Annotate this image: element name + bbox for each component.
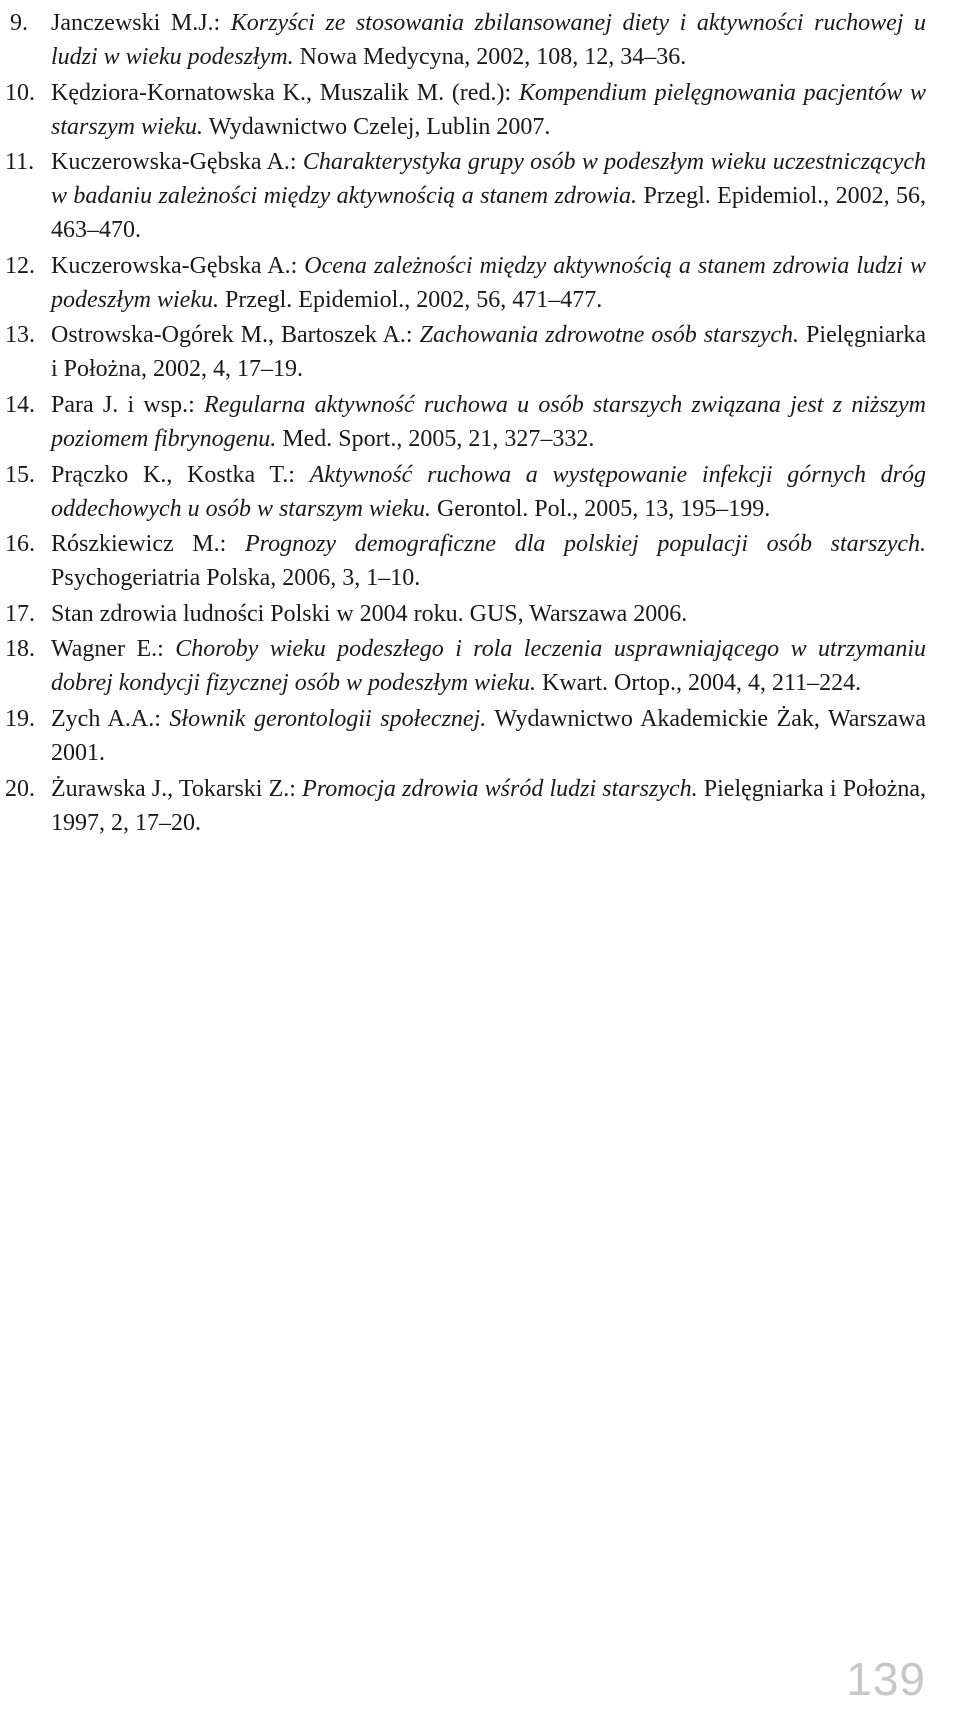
reference-authors: Kędziora-Kornatowska K., Muszalik M. (red.): <box>51 79 512 106</box>
reference-title: Prognozy demograficzne dla polskiej populacji osób starszych. <box>244 531 926 558</box>
reference-number: 10. <box>5 79 35 106</box>
page-number: 139 <box>846 1653 926 1705</box>
reference-number: 15. <box>5 461 35 488</box>
reference-source: Med. Sport., 2005, 21, 327–332. <box>282 425 595 452</box>
reference-source: Gerontol. Pol., 2005, 13, 195–199. <box>436 495 771 522</box>
reference-title: Zachowania zdrowotne osób starszych. <box>419 322 800 349</box>
reference-title: Promocja zdrowia wśród ludzi starszych. <box>302 775 698 802</box>
reference-authors: Ostrowska-Ogórek M., Bartoszek A.: <box>51 322 413 349</box>
reference-title: Aktywność ruchowa a występowanie infekcji górnych dróg oddechowych u osób w starszym wieku. <box>51 461 927 522</box>
reference-title: Słownik gerontologii społecznej. <box>169 705 487 732</box>
reference-number: 11. <box>5 149 35 176</box>
reference-item-11 <box>0 145 960 247</box>
reference-item-16 <box>0 527 960 595</box>
reference-number: 9. <box>10 10 28 36</box>
reference-number: 19. <box>5 705 35 732</box>
reference-authors: Prączko K., Kostka T.: <box>51 461 295 488</box>
reference-authors: Rószkiewicz M.: <box>51 531 227 558</box>
reference-number: 12. <box>5 252 35 279</box>
reference-authors: Żurawska J., Tokarski Z.: <box>51 775 296 802</box>
reference-source: Przegl. Epidemiol., 2002, 56, 471–477. <box>224 286 603 313</box>
reference-item-14 <box>0 388 960 456</box>
reference-list <box>0 6 960 841</box>
reference-source: Pielęgniarka i Położna, 2002, 4, 17–19. <box>51 322 926 383</box>
reference-source: Wydawnictwo Akademickie Żak, Warszawa 2001. <box>51 705 926 766</box>
reference-authors: Kuczerowska-Gębska A.: <box>51 149 297 176</box>
reference-text: Stan zdrowia ludności Polski w 2004 roku. GUS, Warszawa 2006. <box>51 600 688 627</box>
reference-title: Korzyści ze stosowania zbilansowanej diety i aktywności ruchowej u ludzi w wieku podeszłym. <box>51 10 927 70</box>
reference-title: Charakterystyka grupy osób w podeszłym wieku uczestniczących w badaniu zależności między aktywnością a stanem zdrowia. <box>51 149 927 210</box>
reference-authors: Wagner E.: <box>51 636 164 663</box>
reference-source: Wydawnictwo Czelej, Lublin 2007. <box>208 113 551 140</box>
reference-number: 16. <box>5 531 35 558</box>
reference-title: Kompendium pielęgnowania pacjentów w starszym wieku. <box>51 79 927 140</box>
reference-authors: Zych A.A.: <box>51 705 161 732</box>
reference-source: Psychogeriatria Polska, 2006, 3, 1–10. <box>51 565 421 592</box>
reference-authors: Janczewski M.J.: <box>51 10 221 36</box>
reference-number: 14. <box>5 391 35 418</box>
reference-item-20 <box>0 772 960 840</box>
reference-item-17 <box>0 597 960 631</box>
reference-title: Regularna aktywność ruchowa u osób starszych związana jest z niższym poziomem fibrynogenu. <box>51 391 926 452</box>
reference-number: 13. <box>5 322 35 349</box>
reference-item-12 <box>0 249 960 317</box>
reference-authors: Para J. i wsp.: <box>51 391 195 418</box>
reference-source: Przegl. Epidemiol., 2002, 56, 463–470. <box>51 183 927 244</box>
reference-number: 20. <box>5 775 35 802</box>
reference-item-10 <box>0 76 960 144</box>
reference-item-19 <box>0 702 960 770</box>
reference-item-9 <box>0 6 960 74</box>
reference-authors: Kuczerowska-Gębska A.: <box>51 252 298 279</box>
reference-item-18 <box>0 632 960 700</box>
reference-source: Kwart. Ortop., 2004, 4, 211–224. <box>542 670 862 697</box>
reference-source: Nowa Medycyna, 2002, 108, 12, 34–36. <box>299 44 687 70</box>
reference-title: Choroby wieku podeszłego i rola leczenia usprawniającego w utrzymaniu dobrej kondycji fizycznej osób w podeszłym wieku. <box>51 636 927 697</box>
reference-title: Ocena zależności między aktywnością a stanem zdrowia ludzi w podeszłym wieku. <box>51 252 927 313</box>
reference-number: 18. <box>5 636 35 663</box>
reference-item-15 <box>0 458 960 526</box>
reference-number: 17. <box>5 600 35 627</box>
reference-item-13 <box>0 318 960 386</box>
reference-source: Pielęgniarka i Położna, 1997, 2, 17–20. <box>51 775 927 836</box>
